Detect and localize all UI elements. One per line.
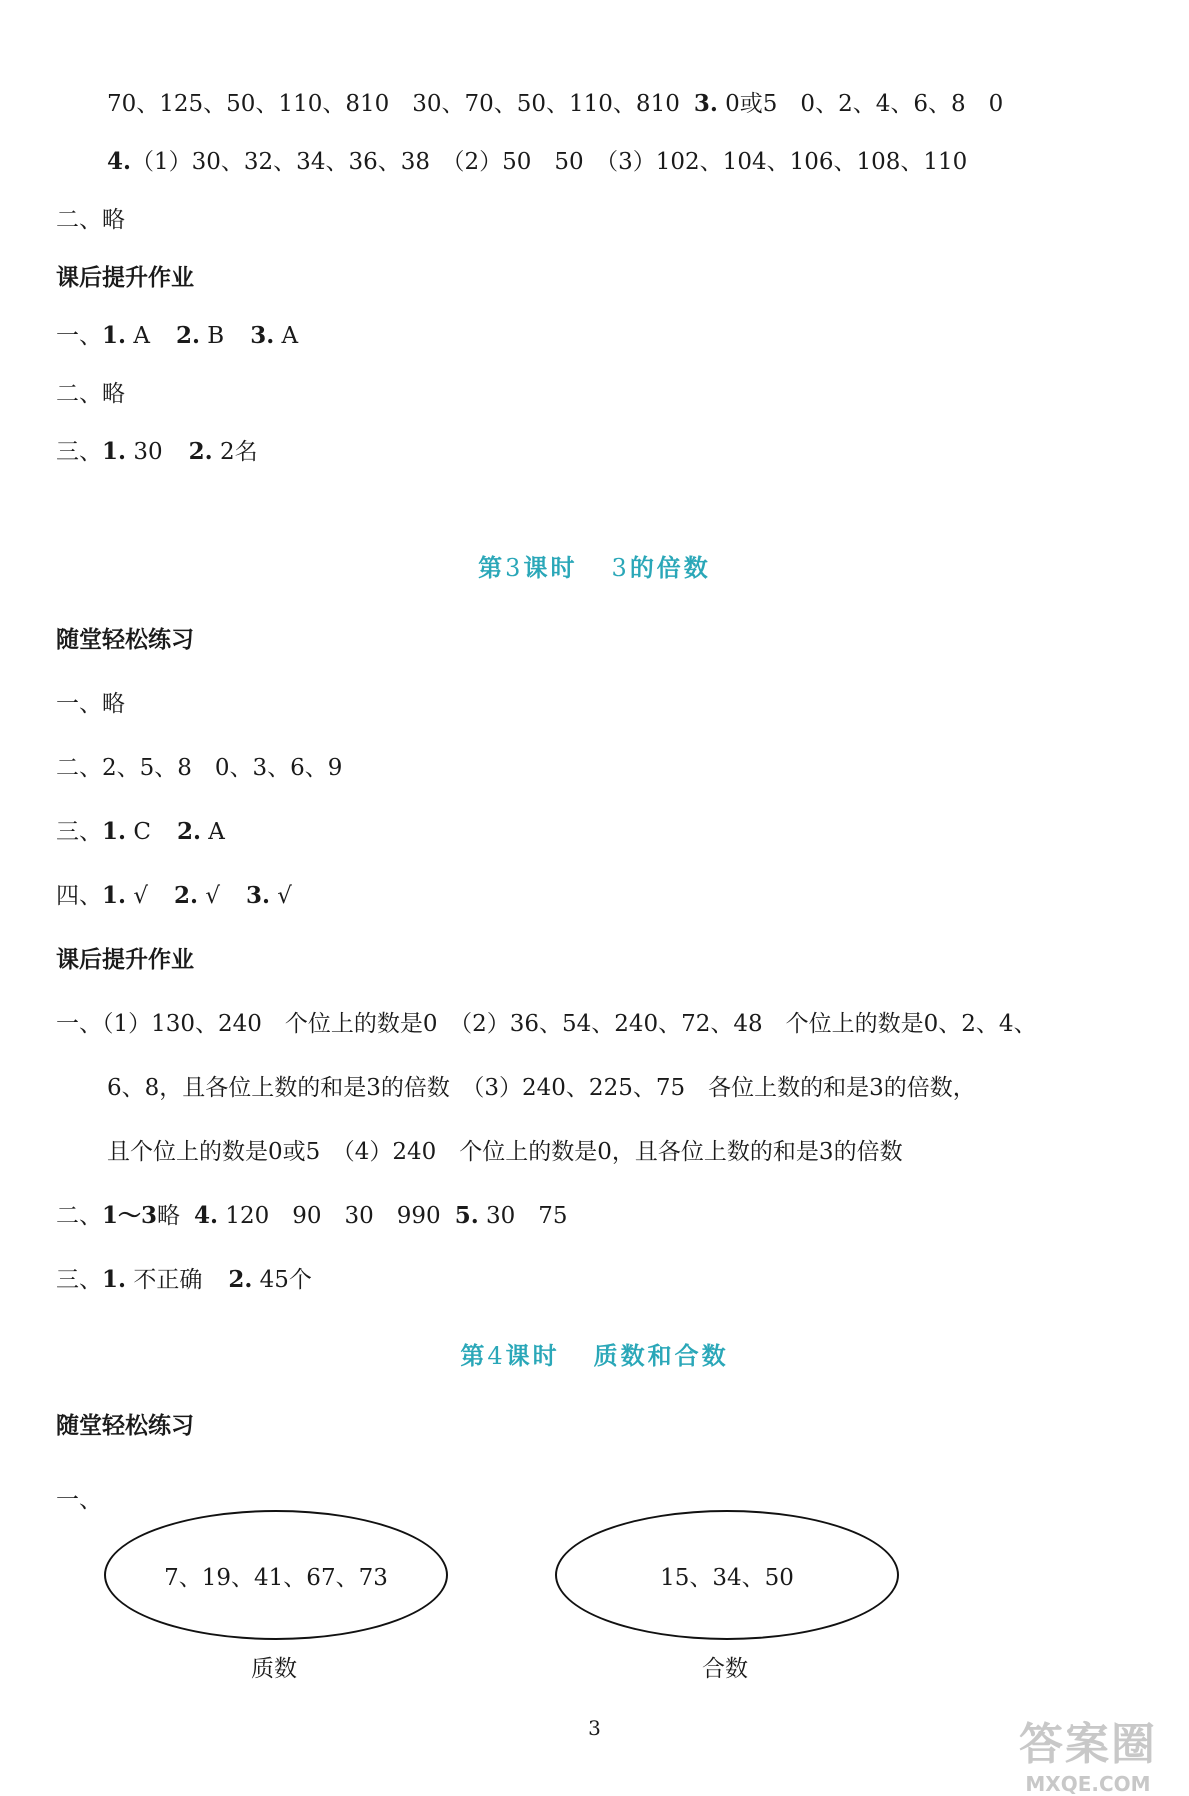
section-heading-homework: 课后提升作业 [56, 265, 194, 291]
prime-label: 质数 [251, 1656, 297, 1682]
answer-line: 三、1. 不正确 2. 45个 [56, 1266, 312, 1293]
answer-line: 二、1～3略 4. 120 90 30 990 5. 30 75 [56, 1202, 568, 1229]
answer-line-3: 二、略 [56, 207, 125, 233]
lesson-title-4: 第4课时 质数和合数 [460, 1342, 729, 1370]
answer-line-7: 三、1. 30 2. 2名 [56, 438, 258, 465]
answer-line: 二、2、5、8 0、3、6、9 [56, 755, 343, 781]
section-heading-practice: 随堂轻松练习 [56, 1413, 194, 1439]
answer-line: 6、8，且各位上数的和是3的倍数 （3）240、225、75 各位上数的和是3的倍数， [107, 1075, 976, 1101]
answer-line-2: 4.（1）30、32、34、36、38 （2）50 50 （3）102、104、106、108、110 [107, 148, 968, 175]
answer-line-6: 二、略 [56, 381, 125, 407]
section-heading-practice: 随堂轻松练习 [56, 627, 194, 653]
answer-line: 一、（1）130、240 个位上的数是0 （2）36、54、240、72、48 个位上的数是0、2、4、 [56, 1011, 1037, 1037]
answer-line-1: 70、125、50、110、810 30、70、50、110、810 3. 0或5 0、2、4、6、8 0 [107, 90, 1004, 117]
page-number: 3 [588, 1716, 601, 1740]
composite-number-ellipse: 15、34、50 [555, 1510, 899, 1640]
prime-number-ellipse: 7、19、41、67、73 [104, 1510, 448, 1640]
answer-line: 四、1. √ 2. √ 3. √ [56, 882, 292, 909]
answer-line: 三、1. C 2. A [56, 818, 225, 845]
lesson-title-3: 第3课时 3的倍数 [478, 554, 711, 582]
question-prefix: 一、 [56, 1487, 102, 1513]
section-heading-homework: 课后提升作业 [56, 947, 194, 973]
answer-line: 一、略 [56, 691, 125, 717]
watermark-logo: 答案圈 MXQE.COM [1019, 1719, 1157, 1796]
answer-line-5: 一、1. A 2. B 3. A [56, 322, 299, 349]
answer-line: 且个位上的数是0或5 （4）240 个位上的数是0，且各位上数的和是3的倍数 [107, 1139, 903, 1165]
composite-label: 合数 [702, 1656, 748, 1682]
